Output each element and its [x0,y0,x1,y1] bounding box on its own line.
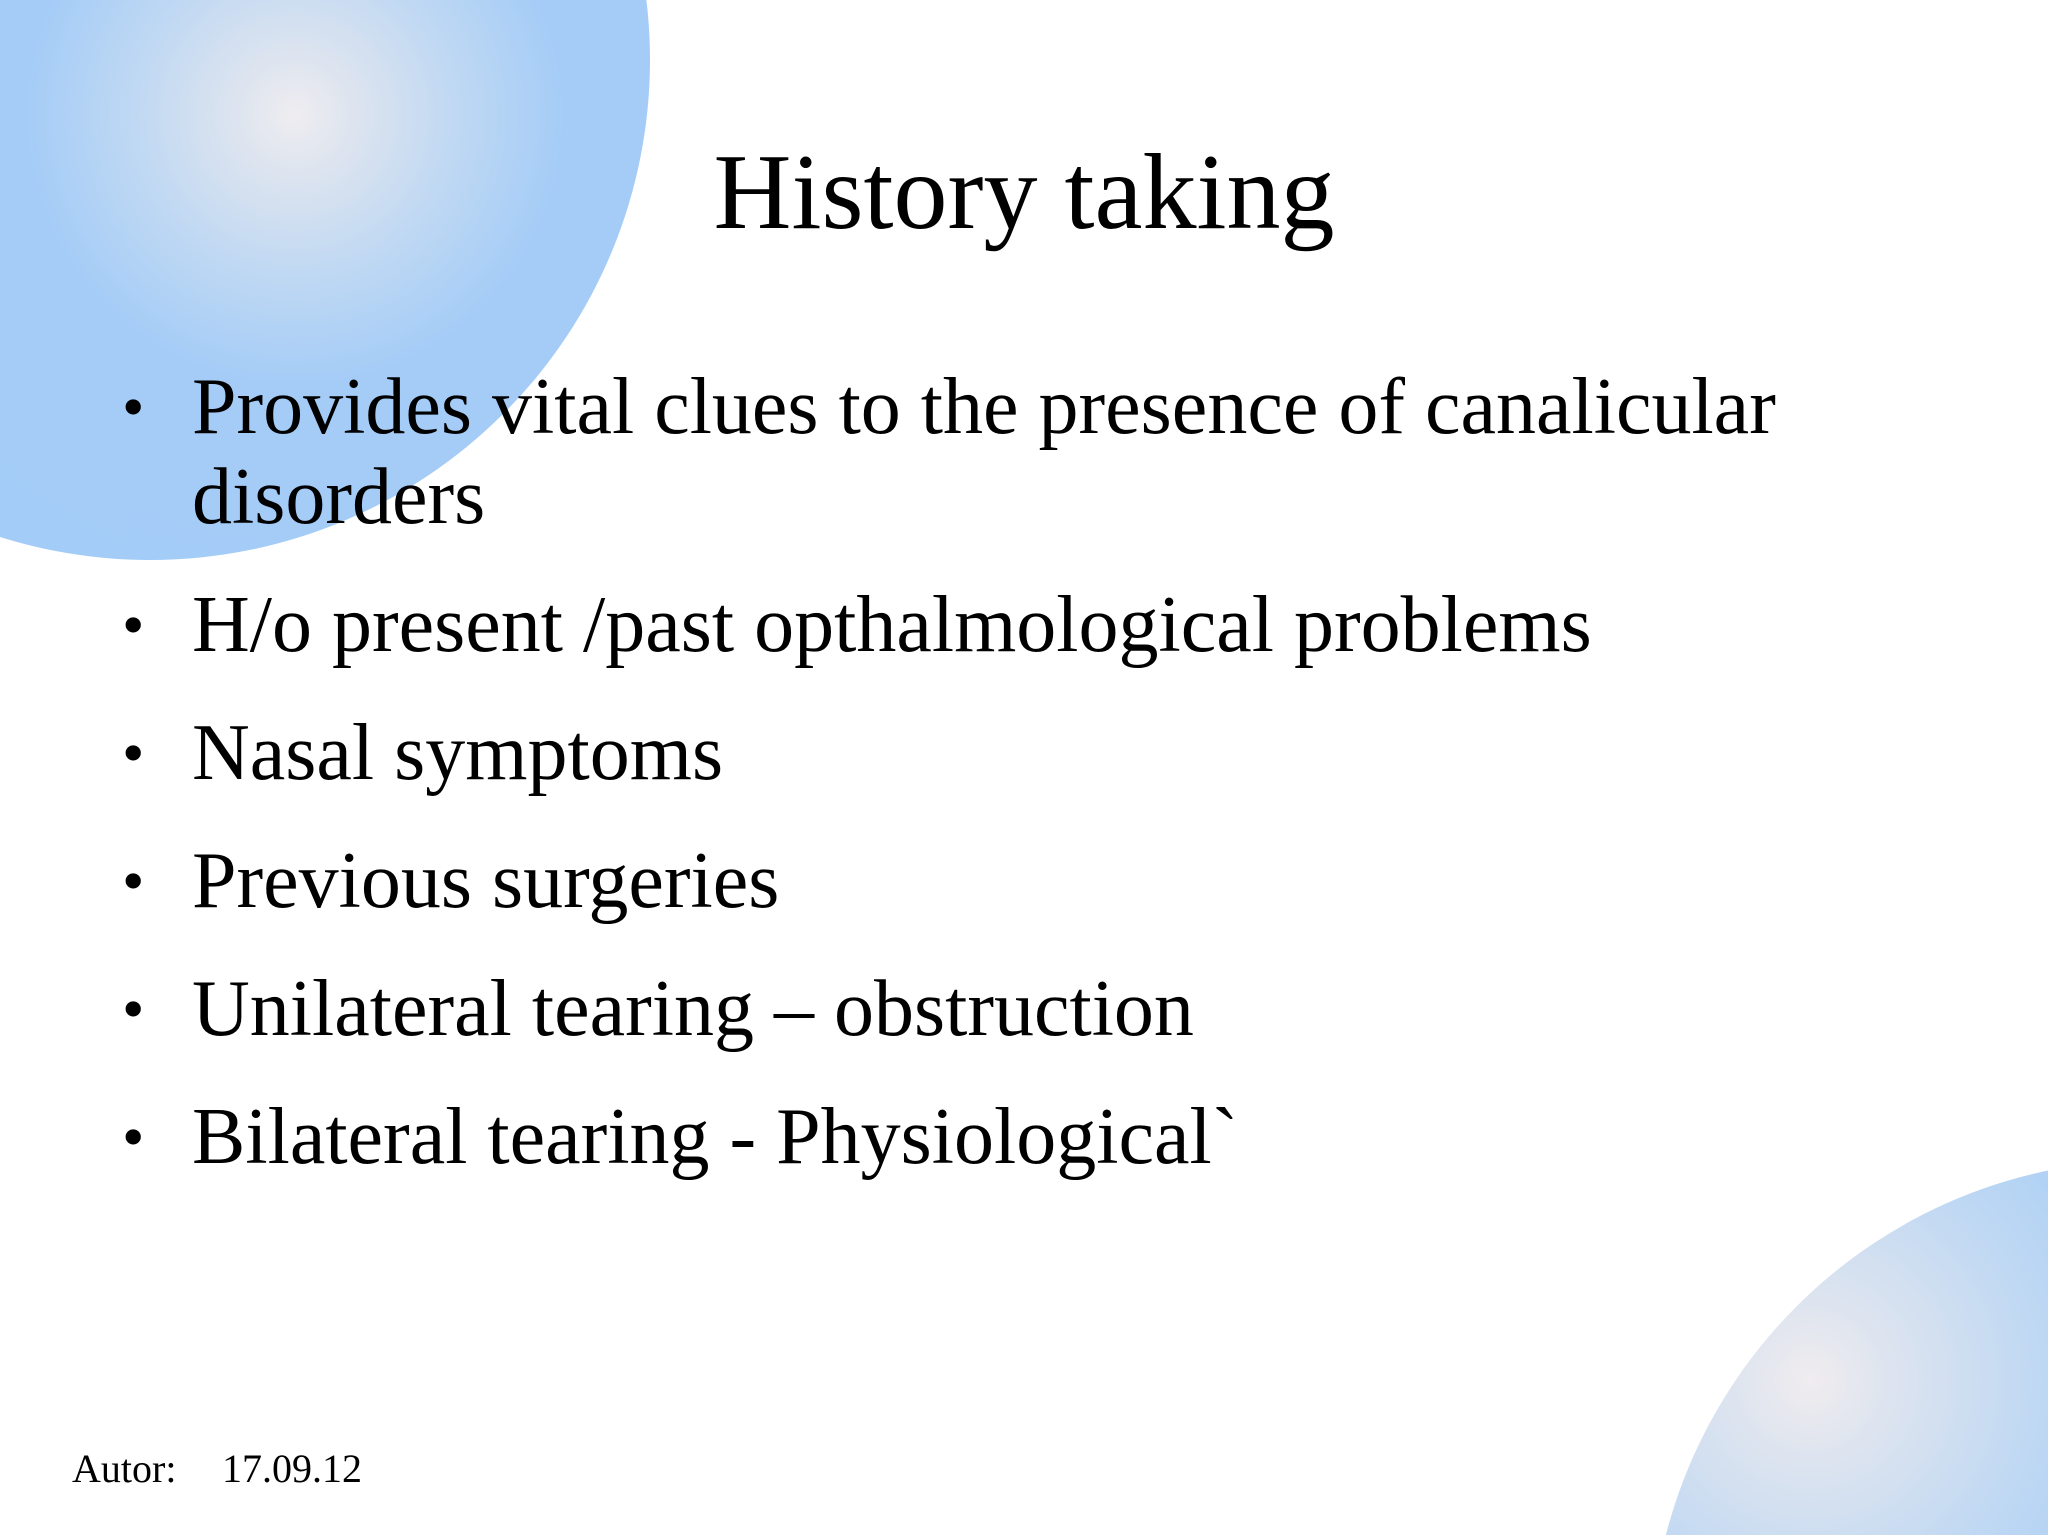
footer-author-label: Autor: [72,1446,177,1491]
bullet-marker: • [122,717,145,788]
bullet-item [122,836,1932,926]
bullet-item [122,580,1932,670]
bullet-item [122,708,1932,798]
bullet-list [122,362,1932,1220]
footer-date: 17.09.12 [222,1446,362,1491]
bullet-text: Nasal symptoms [192,709,724,797]
bullet-item [122,1092,1932,1182]
bullet-marker: • [122,845,145,916]
bullet-marker: • [122,589,145,660]
bullet-item [122,964,1932,1054]
bullet-text: H/o present /past opthalmological problems [192,581,1592,669]
bullet-item [122,362,1932,542]
bullet-marker: • [122,1101,145,1172]
bullet-text: Previous surgeries [192,837,780,925]
bullet-marker: • [122,973,145,1044]
bullet-marker: • [122,371,145,442]
bullet-text: Bilateral tearing - Physiological` [192,1093,1239,1181]
bullet-text: Unilateral tearing – obstruction [192,965,1194,1053]
slide-title: History taking [713,133,1335,252]
bullet-text: Provides vital clues to the presence of canalicular disorders [192,363,1776,541]
